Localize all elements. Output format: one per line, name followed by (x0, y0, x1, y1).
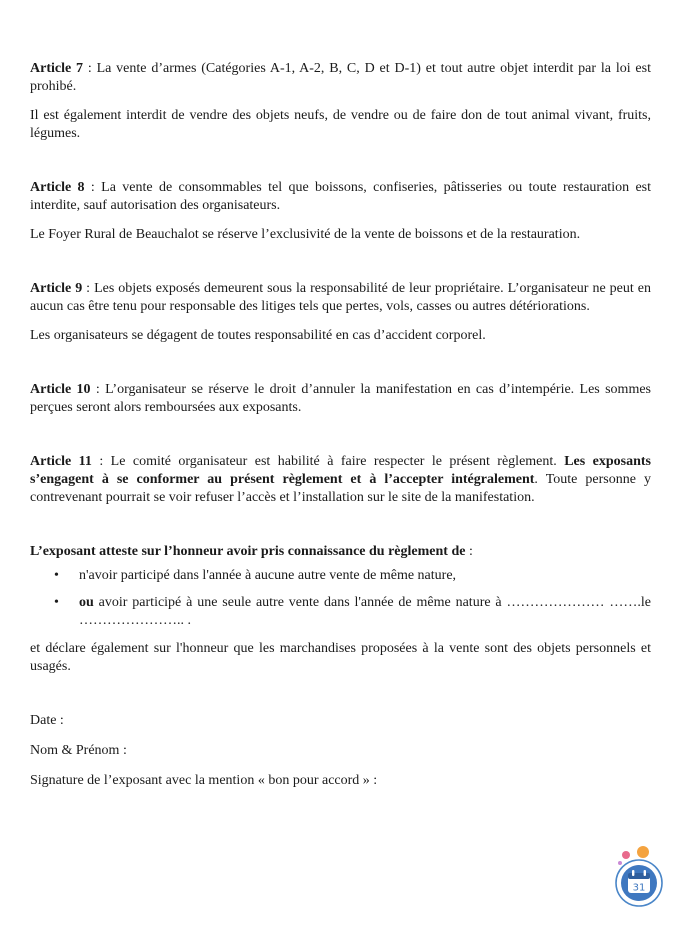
attestation-list (30, 567, 651, 630)
bullet-icon: • (54, 568, 59, 583)
attestation-heading: L’exposant atteste sur l’honneur avoir pris connaissance du règlement de : (30, 544, 473, 559)
article-11-text-a: : Le comité organisateur est habilité à faire respecter le présent règlement. (91, 454, 565, 469)
article-10-text: : L’organisateur se réserve le droit d’annuler la manifestation en cas d’intempérie. Les sommes perçues seront alors remboursées aux exposants. (30, 382, 651, 415)
article-11-text-b: . Toute personne y contrevenant pourrait se voir refuser l’accès et l’installation sur le site de la manifestation. (30, 472, 652, 505)
article-7 (30, 60, 651, 96)
article-7-extra: Il est également interdit de vendre des objets neufs, de vendre ou de faire don de tout animal vivant, fruits, légumes. (30, 108, 651, 141)
article-8-label: Article 8 (30, 180, 85, 195)
article-7-label: Article 7 (30, 61, 84, 76)
article-9-extra: Les organisateurs se dégagent de toutes responsabilité en cas d’accident corporel. (30, 328, 486, 343)
calendar-badge[interactable] (607, 845, 669, 907)
list-item: • ou avoir participé à une seule autre vente dans l'année de même nature à ………………… …….le ………………….. . (54, 595, 651, 628)
article-8 (30, 179, 651, 215)
article-11-bold: Les exposants s’engagent à se conformer au présent règlement et à l’accepter intégralement (30, 454, 652, 487)
article-8-extra: Le Foyer Rural de Beauchalot se réserve l’exclusivité de la vente de boissons et de la restauration. (30, 227, 581, 242)
signature-label: Signature de l’exposant avec la mention « bon pour accord » : (30, 773, 378, 788)
attestation-closing: et déclare également sur l'honneur que les marchandises proposées à la vente sont des objets personnels et usagés. (30, 641, 651, 674)
name-label: Nom & Prénom : (30, 743, 127, 758)
date-label: Date : (30, 713, 64, 728)
article-10 (30, 381, 651, 417)
article-9 (30, 280, 651, 316)
article-10-label: Article 10 (30, 382, 91, 397)
list-item: • n'avoir participé dans l'année à aucune autre vente de même nature, (54, 568, 457, 583)
calendar-icon (607, 845, 669, 907)
attestation-heading-text: L’exposant atteste sur l’honneur avoir pris connaissance du règlement de (30, 544, 466, 559)
bullet-icon: • (54, 595, 59, 610)
article-9-text: : Les objets exposés demeurent sous la responsabilité de leur propriétaire. L’organisateur ne peut en aucun cas être tenu pour responsable des litiges tels que pertes, vols, casses ou autres détériorations. (30, 281, 651, 314)
document-page (30, 60, 651, 802)
article-8-text: : La vente de consommables tel que boissons, confiseries, pâtisseries ou toute restauration est interdite, sauf autorisation des organisateurs. (30, 180, 652, 213)
article-11-label: Article 11 (30, 454, 92, 469)
article-11 (30, 453, 651, 507)
article-7-text: : La vente d’armes (Catégories A-1, A-2, B, C, D et D-1) et tout autre objet interdit par la loi est prohibé. (30, 61, 651, 94)
article-9-label: Article 9 (30, 281, 83, 296)
calendar-day: 31 (632, 882, 646, 894)
